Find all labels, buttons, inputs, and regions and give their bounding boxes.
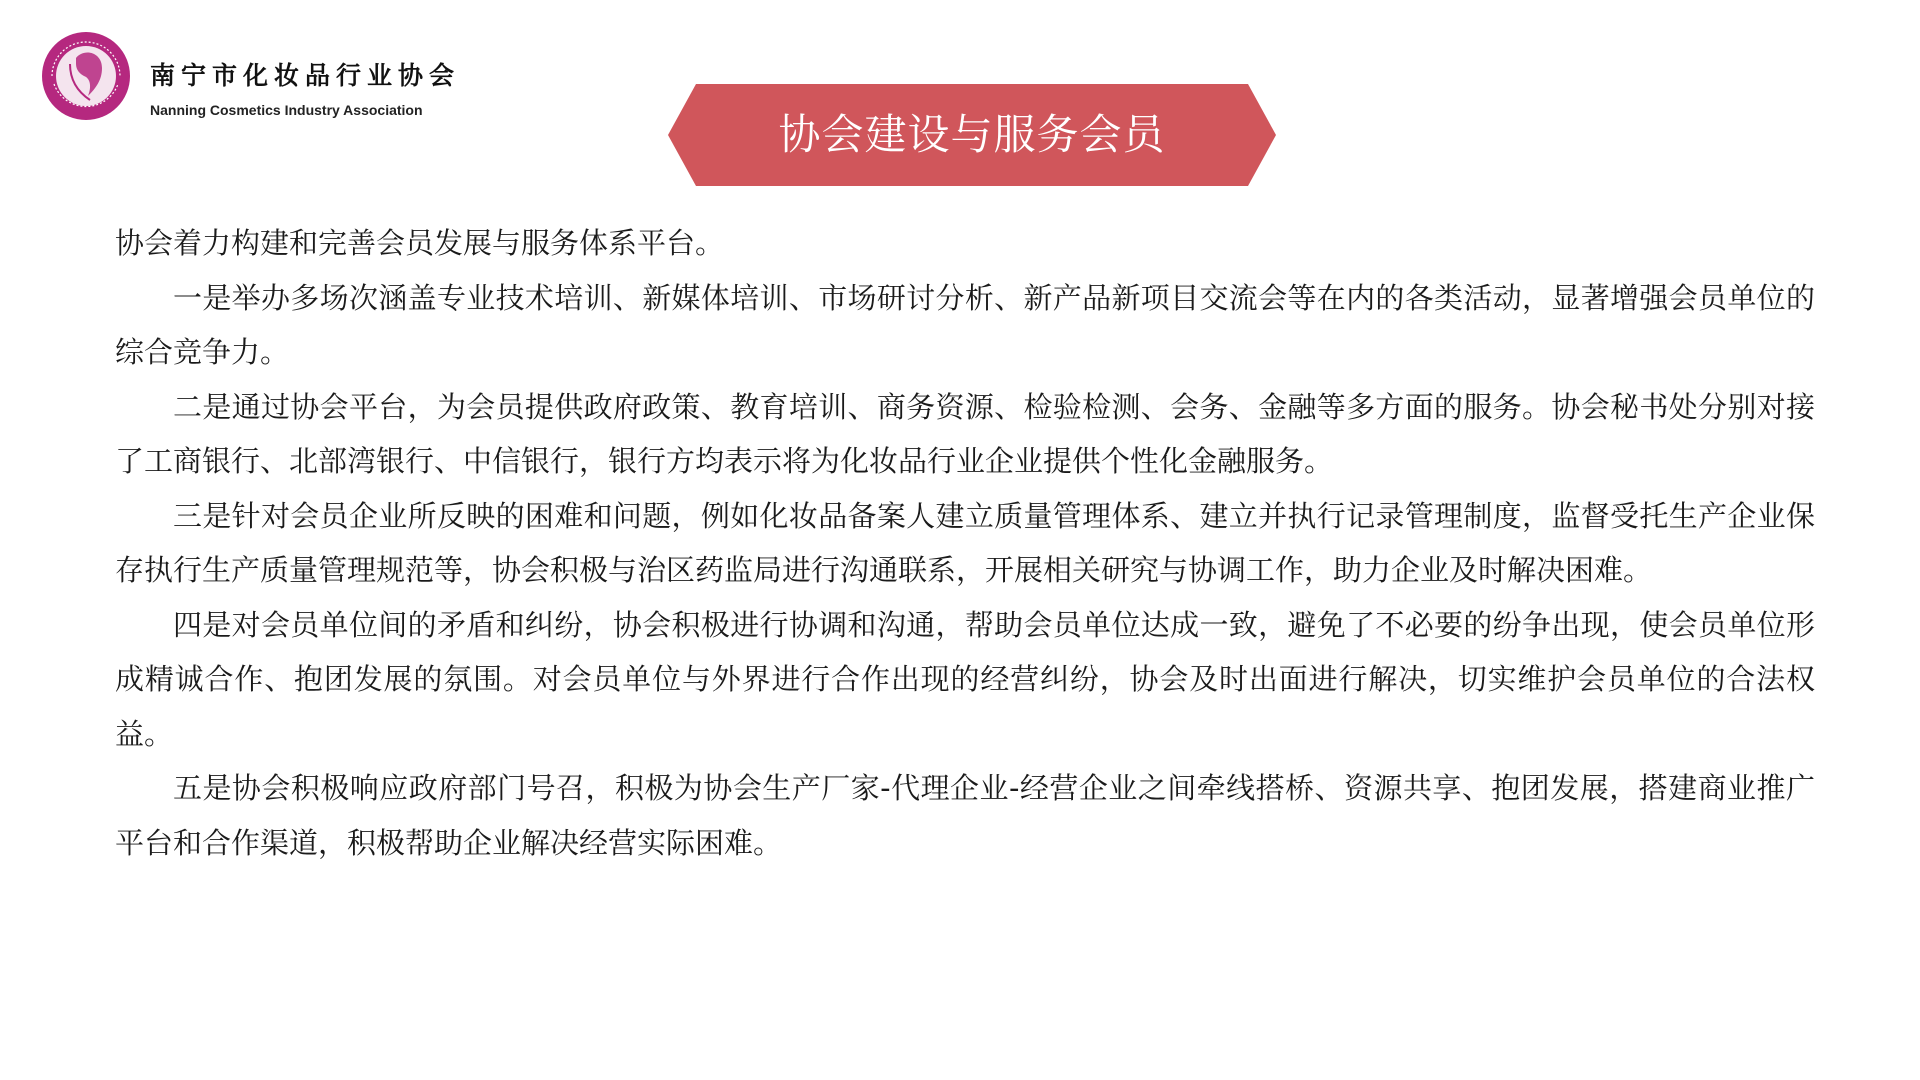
paragraph-4: 四是对会员单位间的矛盾和纠纷，协会积极进行协调和沟通，帮助会员单位达成一致，避免了不必要的纷争出现，使会员单位形成精诚合作、抱团发展的氛围。对会员单位与外界进行合作出现的经营纠纷，协会及时出面进行解决，切实维护会员单位的合法权益。 — [115, 607, 1815, 751]
paragraph-3: 三是针对会员企业所反映的困难和问题，例如化妆品备案人建立质量管理体系、建立并执行记录管理制度，监督受托生产企业保存执行生产质量管理规范等，协会积极与治区药监局进行沟通联系，开展相关研究与协调工作，助力企业及时解决困难。 — [115, 498, 1815, 587]
intro-paragraph: 协会着力构建和完善会员发展与服务体系平台。 — [115, 226, 725, 260]
paragraph-5: 五是协会积极响应政府部门号召，积极为协会生产厂家-代理企业-经营企业之间牵线搭桥、资源共享、抱团发展，搭建商业推广平台和合作渠道，积极帮助企业解决经营实际困难。 — [115, 771, 1815, 860]
section-title: 协会建设与服务会员 — [778, 110, 1166, 159]
association-logo-block — [40, 30, 490, 130]
org-name-chinese: 南宁市化妆品行业协会 — [150, 61, 461, 90]
org-name-english: Nanning Cosmetics Industry Association — [150, 102, 423, 118]
association-logo-icon — [40, 30, 132, 122]
body-text-block — [115, 216, 1815, 870]
paragraph-1: 一是举办多场次涵盖专业技术培训、新媒体培训、市场研讨分析、新产品新项目交流会等在内的各类活动，显著增强会员单位的综合竞争力。 — [115, 280, 1815, 369]
paragraph-2: 二是通过协会平台，为会员提供政府政策、教育培训、商务资源、检验检测、会务、金融等多方面的服务。协会秘书处分别对接了工商银行、北部湾银行、中信银行，银行方均表示将为化妆品行业企业提供个性化金融服务。 — [115, 389, 1815, 478]
